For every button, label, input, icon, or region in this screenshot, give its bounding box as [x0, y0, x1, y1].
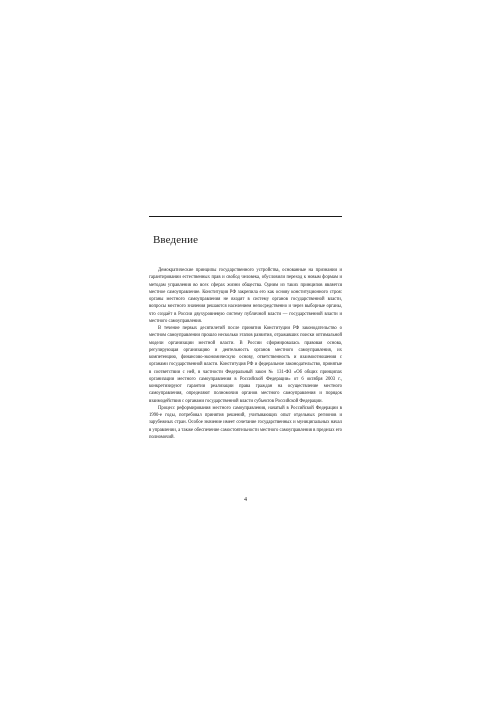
paragraph: Процесс реформирования местного самоуправления, начатый в Российской Федерации в 1990-е годы, потребовал принятия решений, учитывающих опыт отдельных регионов и зарубежных стран. Особое значение имеет сочетание государственных и муниципальных начал в управлении, а также обеспечение самостоятельности местного самоуправления в пределах его полномочий.	[149, 405, 342, 440]
paragraph: Демократические принципы государственного устройства, основанные на признании и гарантировании естественных прав и свобод человека, обусловили переход к новым формам и методам управления во всех сферах жизни общества. Одним из таких принципов является местное самоуправление. Конституция РФ закрепила его как основу конституционного строя: органы местного самоуправления не входят в систему органов государственной власти, вопросы местного значения решаются населением непосредственно и через выборные органы, что создаёт в России двухуровневую систему публичной власти — государственной власти и местного самоуправления.	[149, 268, 342, 324]
chapter-heading: Введение	[153, 234, 199, 246]
paragraph: В течение первых десятилетий после принятия Конституции РФ законодательство о местном самоуправлении прошло несколько этапов развития, отражавших поиски оптимальной модели организации местной власти. В России сформировалась правовая основа, регулирующая организацию и деятельность органов местного самоуправления, их компетенцию, финансово-экономическую основу, ответственность и взаимоотношения с органами государственной власти. Конституция РФ и федеральное законодательство, принятые в соответствии с ней, в частности Федеральный закон № 131-ФЗ «Об общих принципах организации местного самоуправления в Российской Федерации» от 6 октября 2003 г., конкретизируют гарантии реализации права граждан на осуществление местного самоуправления, определяют полномочия органов местного самоуправления и порядок взаимодействия с органами государственной власти субъектов Российской Федерации.	[149, 326, 342, 404]
page-number: 4	[244, 497, 247, 503]
body-text	[149, 267, 342, 441]
top-rule	[149, 216, 342, 217]
